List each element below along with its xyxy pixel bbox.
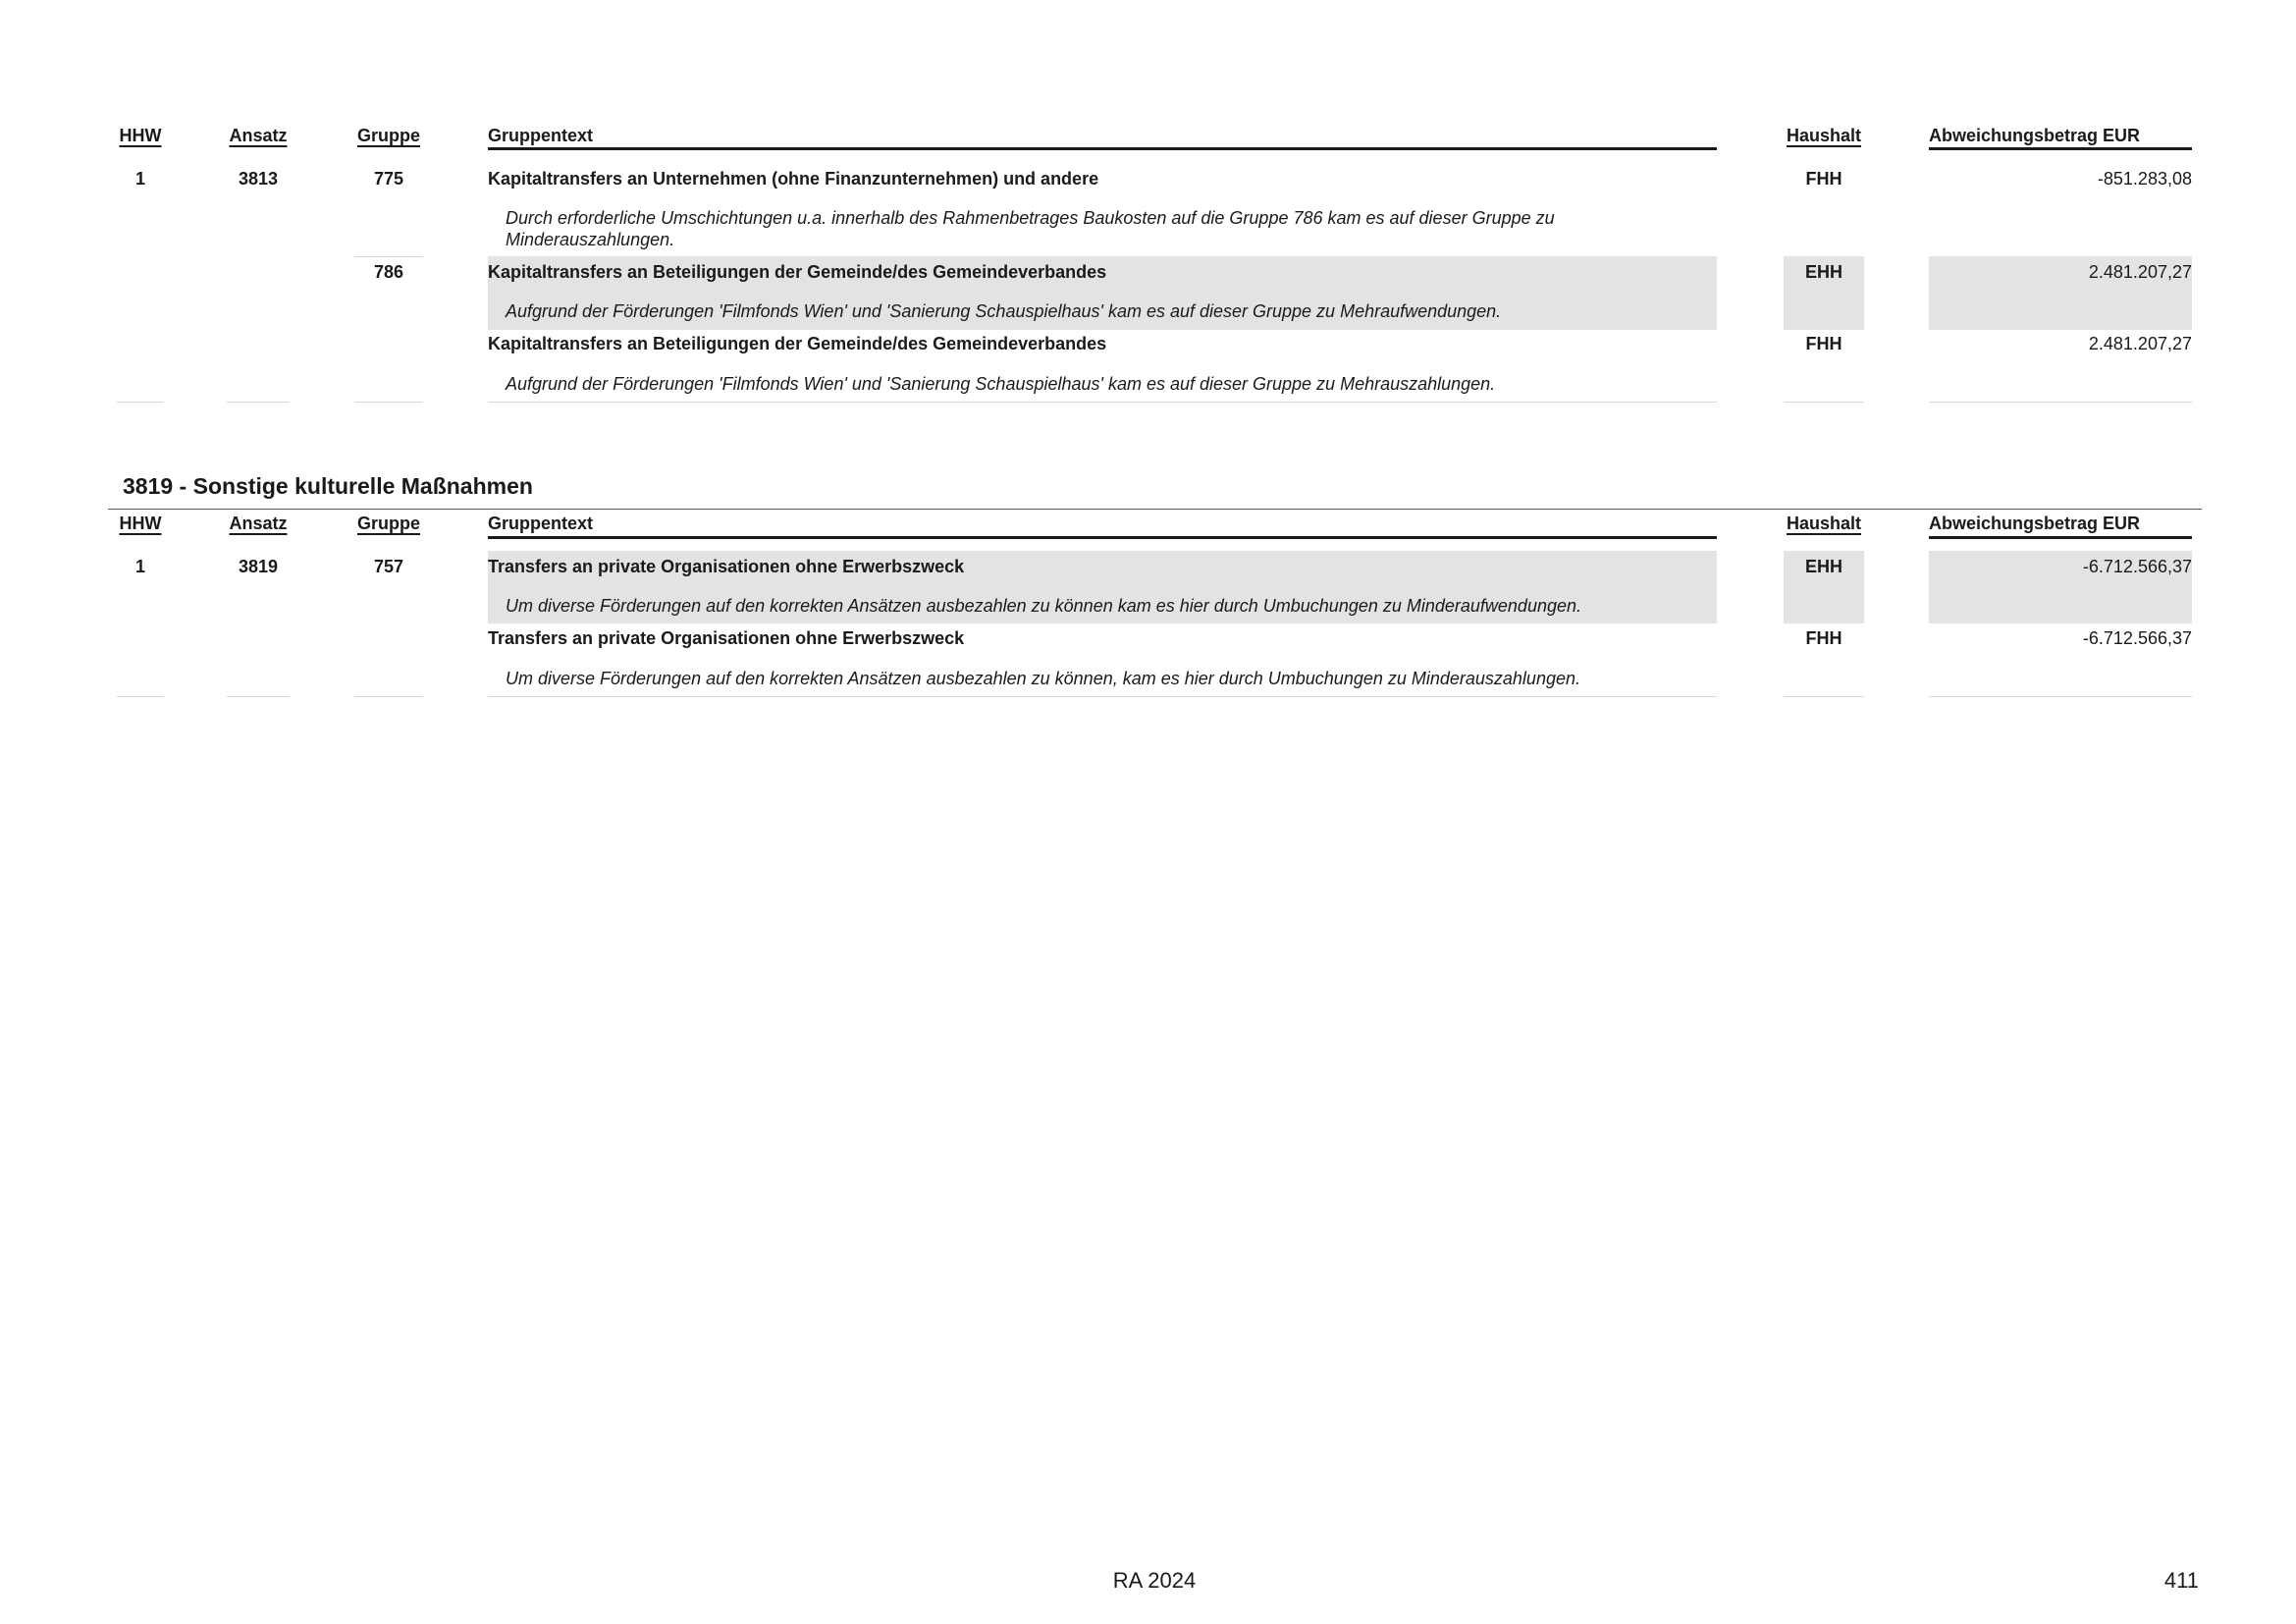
col-header-ansatz: Ansatz (229, 126, 288, 145)
cell-ansatz: 3813 (238, 169, 279, 189)
cell-haushalt: EHH (1804, 262, 1842, 282)
cell-note: Aufgrund der Förderungen 'Filmfonds Wien' und 'Sanierung Schauspielhaus' kam es auf dieser Gruppe zu Mehraufwendungen. (506, 301, 1502, 321)
cell-note: Aufgrund der Förderungen 'Filmfonds Wien' und 'Sanierung Schauspielhaus' kam es auf dieser Gruppe zu Mehrauszahlungen. (506, 374, 1496, 394)
cell-gruppe: 775 (373, 169, 404, 189)
cell-hhw: 1 (134, 169, 145, 189)
section-title: 3819 - Sonstige kulturelle Maßnahmen (123, 473, 533, 499)
row-divider (1784, 696, 1864, 697)
cell-haushalt: FHH (1805, 169, 1842, 189)
cell-ansatz: 3819 (238, 557, 279, 576)
cell-note: Durch erforderliche Umschichtungen u.a. innerhalb des Rahmenbetrages Baukosten auf die Gruppe 786 kam es auf dieser Gruppe zu Minderauszahlungen. (506, 208, 1555, 249)
cell-note: Um diverse Förderungen auf den korrekten Ansätzen ausbezahlen zu können kam es hier durch Umbuchungen zu Minderaufwendungen. (506, 596, 1581, 616)
row-divider (1784, 402, 1864, 403)
col-header-betrag: Abweichungsbetrag EUR (1929, 126, 2141, 145)
cell-gruppentext: Kapitaltransfers an Beteiligungen der Gemeinde/des Gemeindeverbandes (488, 334, 1107, 353)
cell-gruppentext: Transfers an private Organisationen ohne Erwerbszweck (488, 557, 965, 576)
cell-note: Um diverse Förderungen auf den korrekten Ansätzen ausbezahlen zu können, kam es hier durch Umbuchungen zu Minderauszahlungen. (506, 669, 1580, 688)
row-divider (117, 696, 164, 697)
cell-gruppentext: Transfers an private Organisationen ohne Erwerbszweck (488, 628, 965, 648)
row-divider (1929, 696, 2192, 697)
cell-gruppe: 786 (373, 262, 404, 282)
header-rule (488, 536, 1717, 539)
cell-haushalt: FHH (1805, 628, 1842, 648)
footer-title: RA 2024 (1112, 1568, 1197, 1593)
row-divider (227, 402, 290, 403)
cell-gruppe: 757 (373, 557, 404, 576)
header-rule (1929, 147, 2192, 150)
col-header-gruppentext: Gruppentext (488, 514, 594, 533)
cell-gruppentext: Kapitaltransfers an Unternehmen (ohne Finanzunternehmen) und andere (488, 169, 1099, 189)
header-rule (1929, 536, 2192, 539)
col-header-haushalt: Haushalt (1786, 126, 1862, 145)
col-header-gruppe: Gruppe (356, 514, 420, 533)
cell-gruppentext: Kapitaltransfers an Beteiligungen der Gemeinde/des Gemeindeverbandes (488, 262, 1107, 282)
page-number: 411 (2163, 1568, 2199, 1593)
row-divider (354, 256, 423, 257)
cell-betrag: -6.712.566,37 (2082, 557, 2192, 576)
cell-betrag: -6.712.566,37 (2082, 628, 2192, 648)
row-divider (488, 402, 1717, 403)
col-header-haushalt: Haushalt (1786, 514, 1862, 533)
row-divider (354, 696, 423, 697)
cell-betrag: -851.283,08 (2097, 169, 2192, 189)
row-divider (227, 696, 290, 697)
col-header-gruppe: Gruppe (356, 126, 420, 145)
cell-betrag: 2.481.207,27 (2088, 262, 2192, 282)
section-rule (108, 509, 2202, 510)
row-divider (1929, 402, 2192, 403)
col-header-betrag: Abweichungsbetrag EUR (1929, 514, 2141, 533)
row-divider (488, 696, 1717, 697)
cell-haushalt: FHH (1805, 334, 1842, 353)
col-header-gruppentext: Gruppentext (488, 126, 594, 145)
cell-betrag: 2.481.207,27 (2088, 334, 2192, 353)
row-divider (354, 402, 423, 403)
col-header-hhw: HHW (119, 126, 162, 145)
cell-haushalt: EHH (1804, 557, 1842, 576)
col-header-ansatz: Ansatz (229, 514, 288, 533)
cell-hhw: 1 (134, 557, 145, 576)
col-header-hhw: HHW (119, 514, 162, 533)
header-rule (488, 147, 1717, 150)
row-divider (117, 402, 164, 403)
